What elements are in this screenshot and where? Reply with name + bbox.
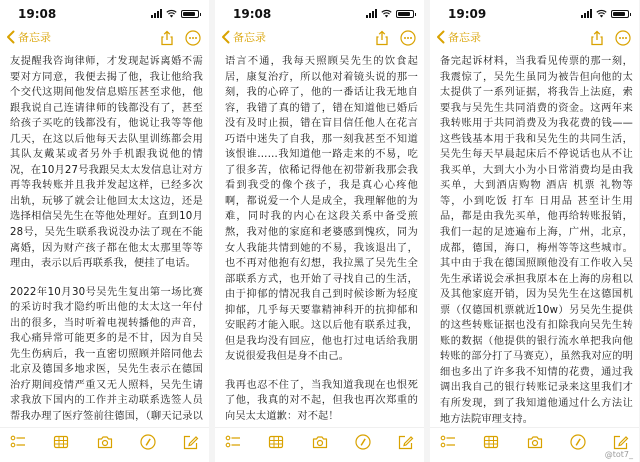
- markup-icon[interactable]: [570, 434, 586, 450]
- compose-icon[interactable]: [398, 434, 414, 450]
- nav-bar: [430, 29, 639, 49]
- note-body[interactable]: [225, 54, 418, 426]
- table-icon[interactable]: [483, 434, 499, 450]
- note-paragraph: 2022年10月30号吴先生复出第一场比赛的采访时我才隐约听出他的太太这一年付出的很多，当时听着电视转播他的声音，我心痛异常可能更多的是不甘，因为自吴先生伤病后，我一直密切照顾并陪同他去北京及德国多地求医，吴先生表示在德国治疗期间疫情严重又无人照料，吴先生请求我放下国内的工作并主动联系选签人员帮我办理了医疗签前往德国，（聊天记录以: [10, 286, 203, 423]
- battery-icon: [181, 10, 199, 18]
- note-body[interactable]: [440, 54, 633, 426]
- more-icon[interactable]: [615, 30, 631, 46]
- signal-icon: [151, 9, 162, 18]
- status-time: 19:08: [233, 7, 272, 21]
- share-icon[interactable]: [159, 30, 175, 46]
- wifi-icon: [381, 9, 392, 18]
- battery-icon: [611, 10, 629, 18]
- more-icon[interactable]: [400, 30, 416, 46]
- wifi-icon: [166, 9, 177, 18]
- checklist-icon[interactable]: [10, 434, 26, 450]
- note-paragraph: 语言不通，我每天照顾吴先生的饮食起居，康复治疗，所以他对着镜头说的那一刻，我的心碎了，他的一番话让我无地自容，我错了真的错了，错在知道他已婚后没有及时止损，错在盲目信任他人在花言巧语中迷失了自我，那一刻我甚至不知道该恨谁……我知道他一路走来的不易，吃了很多苦，依稀记得他在初带新我那会我看到我受的像个孩子，我是真心心疼他啊，都说爱一个人是成全，我理解他的为难，同时我的内心在这段关系中备受煎熬，我对他的家庭和老婆感到愧疚，同为女人我能共情到她的不易，我该退出了，也不再对他抱有幻想，我拉黑了吴先生全部联系方式，也开始了寻找自己的生活，由于抑郁的情况我自己到时候诊断为轻度抑郁，几乎每天要靠精神科开的抗抑郁和安眠药才能入眠。这以后他有联系过我，但是我均没有回应，他也打过电话给我朋友说很爱我但是身不由己。: [225, 56, 418, 363]
- bottom-toolbar: [0, 427, 209, 462]
- back-button[interactable]: [436, 29, 481, 45]
- status-icons: [581, 9, 629, 18]
- markup-icon[interactable]: [140, 434, 156, 450]
- nav-bar: [215, 29, 424, 49]
- toolbar-icons: [225, 434, 414, 450]
- nav-bar: [0, 29, 209, 49]
- back-label: 备忘录: [233, 31, 266, 44]
- nav-actions: [159, 30, 201, 46]
- note-paragraph: 友提醒我咨询律师，才发现起诉离婚不需要对方同意，我便去揭了他，我让他给我个交代这期间他发信息赔压甚至求他，他跟我说自己连请律师的钱都没有了，甚至给孩子买吃的钱都没有，他说让我等等他几天，在这以后他每天去队里训练都会用其队友戴某或者另外手机跟我说他的情况，在10月27号我跟吴太太发信息让对方再等我转账并且我并发起这样，已经多次出轨，玩够了就会让他回太太这边，还是选择相信吴先生在等他处理好。直到10月28号，吴先生联系我说没办法了现在不能离婚，因为财产孩子都在他太太那里等等理由，表示以后再联系我，便挂了电话。: [10, 56, 203, 270]
- note-paragraph: 我再也忍不住了，当我知道我现在也恨死了他，我真的对不起，但我也再次郑重的向吴太太道歉：对不起！: [225, 379, 418, 423]
- status-icons: [151, 9, 199, 18]
- back-button[interactable]: [6, 29, 51, 45]
- phone-screen-3: [430, 0, 639, 462]
- markup-icon[interactable]: [355, 434, 371, 450]
- bottom-toolbar: [430, 427, 639, 462]
- camera-icon[interactable]: [312, 434, 328, 450]
- signal-icon: [581, 9, 592, 18]
- status-time: 19:09: [448, 7, 487, 21]
- phone-screen-1: [0, 0, 209, 462]
- nav-actions: [374, 30, 416, 46]
- status-bar: [0, 0, 209, 28]
- status-time: 19:08: [18, 7, 57, 21]
- back-chevron-icon: [221, 30, 230, 44]
- status-icons: [366, 9, 414, 18]
- share-icon[interactable]: [589, 30, 605, 46]
- compose-icon[interactable]: [613, 434, 629, 450]
- status-bar: [430, 0, 639, 28]
- camera-icon[interactable]: [97, 434, 113, 450]
- nav-actions: [589, 30, 631, 46]
- table-icon[interactable]: [268, 434, 284, 450]
- checklist-icon[interactable]: [440, 434, 456, 450]
- signal-icon: [366, 9, 377, 18]
- back-label: 备忘录: [448, 31, 481, 44]
- back-button[interactable]: [221, 29, 266, 45]
- battery-icon: [396, 10, 414, 18]
- note-body[interactable]: [10, 54, 203, 426]
- back-label: 备忘录: [18, 31, 51, 44]
- back-chevron-icon: [6, 30, 15, 44]
- toolbar-icons: [10, 434, 199, 450]
- camera-icon[interactable]: [527, 434, 543, 450]
- note-paragraph: 备完起诉材料，当我看见传票的那一刻，我震惊了，吴先生虽同为被告但向他的太太提供了一系列证据，将我告上法庭，索要我与吴先生共同消费的资金。这两年来我转账用于共同消费及为我花费的钱——这些钱基本用于我和吴先生的共同生活，吴先生每天早晨起床后不停说话也从不让我买单，大到大小为小日常消费均是由我买单，大到酒店购物 酒店 机票 礼物等等，小到吃饭 打车 日用品 甚至计生用品，都是由我先买单，他再给转账报销，我们一起的足迹遍布上海，广州，北京，成都，德国，海口，梅州等等这些城市。其中由于我在德国照顾他没有工作收入吴先生承诺说会承担我原本在上海的房租以及其他家庭开销，因为吴先生在这德国机票（仅德国机票就近10w）另吴先生提供的这些转账证据也没有扣除我向吴先生转账的数据（他提供的银行流水单把我向他转账的部分打了马赛克），虽然我对应的明细也多出了许多我不知情的花费，通过我调出我自己的银行转账记录来这里我们才有所发现，到了我知道他通过什么方法让地方法院审理支持。: [440, 56, 633, 425]
- table-icon[interactable]: [53, 434, 69, 450]
- bottom-toolbar: [215, 427, 424, 462]
- phone-screen-2: [215, 0, 424, 462]
- share-icon[interactable]: [374, 30, 390, 46]
- watermark: @tot7_: [604, 450, 633, 459]
- wifi-icon: [596, 9, 607, 18]
- status-bar: [215, 0, 424, 28]
- more-icon[interactable]: [185, 30, 201, 46]
- back-chevron-icon: [436, 30, 445, 44]
- compose-icon[interactable]: [183, 434, 199, 450]
- toolbar-icons: [440, 434, 629, 450]
- checklist-icon[interactable]: [225, 434, 241, 450]
